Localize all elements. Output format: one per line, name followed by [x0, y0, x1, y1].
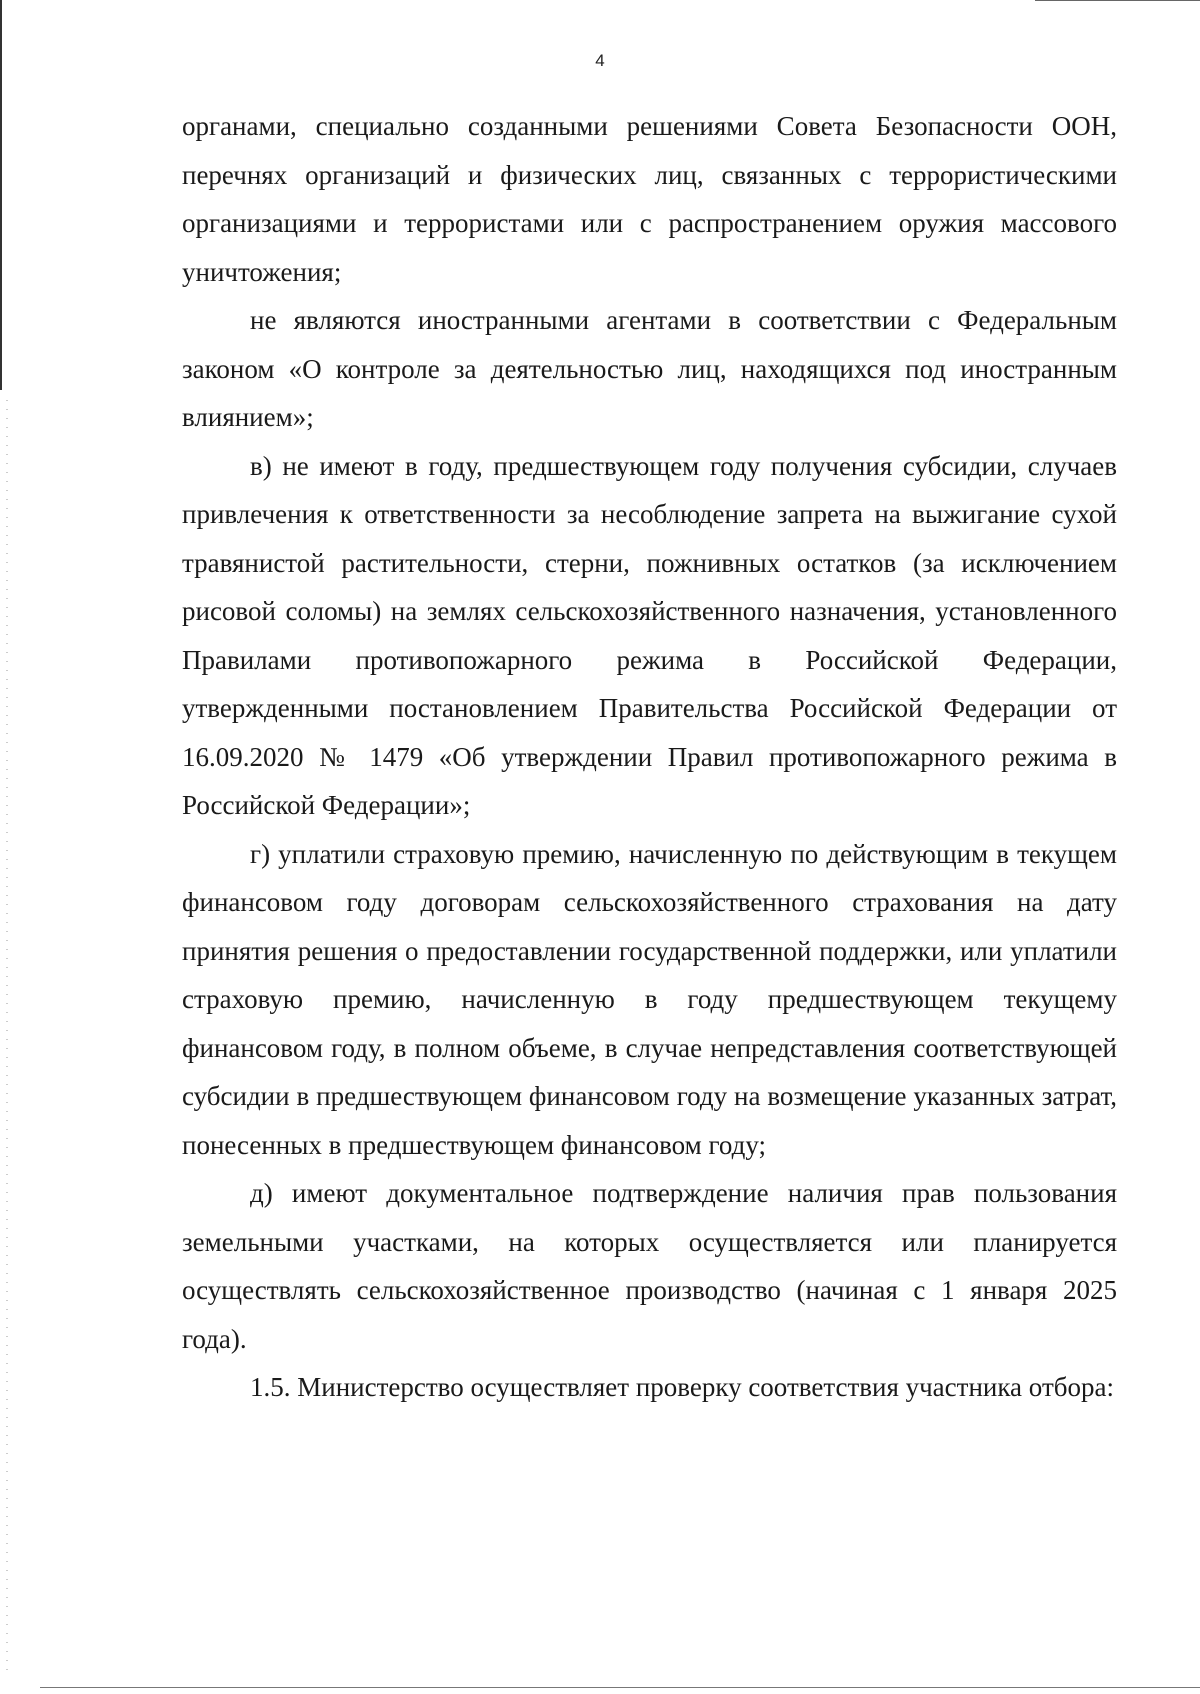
paragraph-item-v: в) не имеют в году, предшествующем году получения субсидии, случаев привлечения к ответственности за несоблюдение запрета на выжигание сухой травянистой растительности, стерни, пожнивных остатков (за исключением рисовой соломы) на землях сельскохозяйственного назначения, установленного Правилами противопожарного режима в Российской Федерации, утвержденными постановлением Правительства Российской Федерации от 16.09.2020 № 1479 «Об утверждении Правил противопожарного режима в Российской Федерации»; [182, 450, 1117, 820]
scan-edge-dots [6, 400, 8, 1670]
paragraph-foreign-agents: не являются иностранными агентами в соответствии с Федеральным законом «О контроле за деятельностью лиц, находящихся под иностранным влиянием»; [182, 305, 1117, 432]
paragraph-1-5: 1.5. Министерство осуществляет проверку соответствия участника отбора: [250, 1372, 1114, 1402]
scan-edge-bottom [40, 1687, 1200, 1688]
paragraph-un-lists: органами, специально созданными решениями Совета Безопасности ООН, перечнях организаций и физических лиц, связанных с террористическими организациями и террористами или с распространением оружия массового уничтожения; [182, 111, 1117, 287]
paragraph-item-g: г) уплатили страховую премию, начисленную по действующим в текущем финансовом году договорам сельскохозяйственного страхования на дату принятия решения о предоставлении государственной поддержки, или уплатили страховую премию, начисленную в году предшествующем текущему финансовом году, в полном объеме, в случае непредставления соответствующей субсидии в предшествующем финансовом году на возмещение указанных затрат, понесенных в предшествующем финансовом году; [182, 838, 1117, 1160]
document-body [182, 102, 1117, 1412]
page-number: 4 [595, 51, 605, 70]
scan-edge-line [1035, 0, 1200, 1]
paragraph-item-d: д) имеют документальное подтверждение наличия прав пользования земельными участками, на которых осуществляется или планируется осуществлять сельскохозяйственное производство (начиная с 1 января 2025 года). [182, 1178, 1117, 1354]
